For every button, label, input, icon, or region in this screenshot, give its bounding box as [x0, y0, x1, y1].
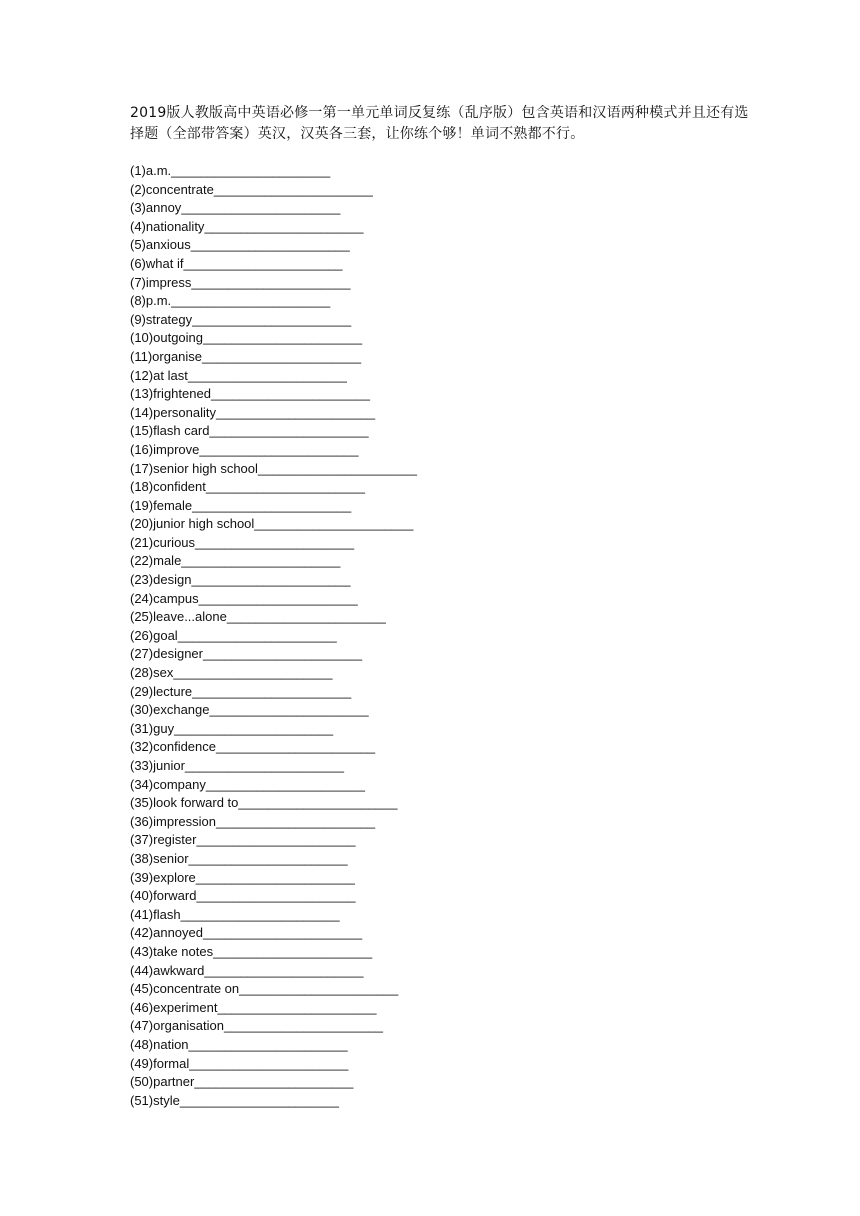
vocabulary-item	[130, 757, 417, 776]
answer-blank: ______________________	[198, 590, 358, 606]
vocabulary-item	[130, 1055, 417, 1074]
answer-blank: ______________________	[257, 460, 417, 476]
answer-blank: ______________________	[226, 609, 386, 625]
vocabulary-item	[130, 478, 417, 497]
vocabulary-item	[130, 1073, 417, 1092]
answer-blank: ______________________	[191, 572, 351, 588]
vocabulary-term: (34)company	[130, 776, 206, 792]
answer-blank: ______________________	[194, 1074, 354, 1090]
vocabulary-item	[130, 980, 417, 999]
answer-blank: ______________________	[179, 1092, 339, 1108]
vocabulary-item	[130, 906, 417, 925]
answer-blank: ______________________	[183, 255, 343, 271]
vocabulary-item	[130, 571, 417, 590]
answer-blank: ______________________	[203, 330, 363, 346]
vocabulary-item	[130, 422, 417, 441]
answer-blank: ______________________	[213, 181, 373, 197]
answer-blank: ______________________	[238, 795, 398, 811]
vocabulary-term: (1)a.m.	[130, 163, 172, 178]
vocabulary-item	[130, 1092, 417, 1111]
vocabulary-item	[130, 869, 417, 888]
vocabulary-item	[130, 776, 417, 795]
answer-blank: ______________________	[181, 553, 341, 569]
answer-blank: ______________________	[171, 293, 331, 309]
vocabulary-term: (42)annoyed	[130, 925, 203, 941]
vocabulary-item	[130, 460, 417, 479]
answer-blank: ______________________	[171, 163, 331, 178]
answer-blank: ______________________	[195, 534, 355, 550]
vocabulary-term: (26)goal	[130, 627, 178, 643]
answer-blank: ______________________	[177, 627, 337, 643]
vocabulary-term: (50)partner	[130, 1074, 195, 1090]
answer-blank: ______________________	[215, 813, 376, 829]
vocabulary-term: (31)guy	[130, 720, 175, 736]
vocabulary-term: (20)junior high school	[130, 516, 255, 532]
answer-blank: ______________________	[191, 274, 351, 290]
answer-blank: ______________________	[210, 386, 371, 402]
document-header: 2019版人教版高中英语必修一第一单元单词反复练（乱序版）包含英语和汉语两种模式并且还有选择题（全部带答案）英汉，汉英各三套，让你练个够！单词不熟都不行。	[130, 105, 749, 142]
vocabulary-item	[130, 274, 417, 293]
answer-blank: ______________________	[223, 1018, 384, 1034]
vocabulary-item	[130, 497, 417, 516]
vocabulary-term: (7)impress	[130, 274, 192, 290]
answer-blank: ______________________	[196, 832, 356, 848]
vocabulary-term: (28)sex	[130, 665, 174, 681]
vocabulary-term: (30)exchange	[130, 702, 210, 718]
answer-blank: ______________________	[209, 702, 369, 718]
answer-blank: ______________________	[254, 516, 414, 532]
vocabulary-item	[130, 404, 417, 423]
answer-blank: ______________________	[217, 999, 377, 1015]
vocabulary-term: (47)organisation	[130, 1018, 224, 1034]
answer-blank: ______________________	[216, 739, 376, 755]
answer-blank: ______________________	[173, 665, 333, 681]
answer-blank: ______________________	[192, 497, 352, 513]
vocabulary-item	[130, 720, 417, 739]
vocabulary-term: (46)experiment	[130, 999, 218, 1015]
vocabulary-term: (9)strategy	[130, 311, 193, 327]
vocabulary-item	[130, 218, 417, 237]
answer-blank: ______________________	[205, 479, 365, 495]
vocabulary-item	[130, 999, 417, 1018]
answer-blank: ______________________	[180, 906, 340, 922]
vocabulary-term: (19)female	[130, 497, 193, 513]
answer-blank: ______________________	[188, 1036, 348, 1052]
vocabulary-term: (10)outgoing	[130, 330, 203, 346]
vocabulary-item	[130, 850, 417, 869]
vocabulary-term: (45)concentrate on	[130, 981, 240, 997]
vocabulary-term: (33)junior	[130, 758, 185, 773]
vocabulary-term: (17)senior high school	[130, 460, 258, 476]
vocabulary-item	[130, 943, 417, 962]
vocabulary-item	[130, 515, 417, 534]
vocabulary-term: (40)forward	[130, 888, 197, 904]
answer-blank: ______________________	[195, 869, 355, 885]
vocabulary-list	[130, 162, 417, 1110]
vocabulary-item	[130, 255, 417, 274]
vocabulary-term: (39)explore	[130, 869, 196, 885]
answer-blank: ______________________	[204, 218, 364, 234]
vocabulary-item	[130, 367, 417, 386]
answer-blank: ______________________	[203, 925, 363, 941]
vocabulary-item	[130, 329, 417, 348]
answer-blank: ______________________	[196, 888, 356, 904]
vocabulary-term: (15)flash card	[130, 423, 210, 439]
vocabulary-item	[130, 162, 417, 181]
vocabulary-term: (16)improve	[130, 441, 200, 457]
vocabulary-item	[130, 292, 417, 311]
vocabulary-term: (25)leave...alone	[130, 609, 227, 625]
vocabulary-term: (43)take notes	[130, 943, 214, 959]
vocabulary-term: (11)organise	[130, 348, 203, 364]
vocabulary-item	[130, 608, 417, 627]
vocabulary-term: (12)at last	[130, 367, 188, 383]
answer-blank: ______________________	[192, 311, 352, 327]
answer-blank: ______________________	[199, 441, 359, 457]
answer-blank: ______________________	[205, 776, 365, 792]
vocabulary-term: (6)what if	[130, 255, 184, 271]
vocabulary-term: (8)p.m.	[130, 293, 172, 309]
vocabulary-item	[130, 311, 417, 330]
vocabulary-item	[130, 1036, 417, 1055]
vocabulary-term: (41)flash	[130, 906, 181, 922]
vocabulary-term: (23)design	[130, 572, 192, 588]
vocabulary-term: (2)concentrate	[130, 181, 214, 197]
vocabulary-item	[130, 645, 417, 664]
vocabulary-item	[130, 236, 417, 255]
vocabulary-item	[130, 1017, 417, 1036]
vocabulary-item	[130, 664, 417, 683]
answer-blank: ______________________	[189, 1055, 349, 1071]
vocabulary-term: (37)register	[130, 832, 197, 848]
answer-blank: ______________________	[239, 981, 399, 997]
vocabulary-term: (13)frightened	[130, 386, 211, 402]
vocabulary-item	[130, 348, 417, 367]
vocabulary-term: (48)nation	[130, 1036, 189, 1052]
vocabulary-item	[130, 887, 417, 906]
vocabulary-item	[130, 683, 417, 702]
vocabulary-item	[130, 924, 417, 943]
answer-blank: ______________________	[213, 943, 373, 959]
vocabulary-item	[130, 701, 417, 720]
vocabulary-item	[130, 590, 417, 609]
vocabulary-term: (3)annoy	[130, 200, 182, 216]
vocabulary-item	[130, 385, 417, 404]
vocabulary-term: (22)male	[130, 553, 182, 569]
vocabulary-term: (5)anxious	[130, 237, 191, 253]
vocabulary-term: (49)formal	[130, 1055, 190, 1071]
answer-blank: ______________________	[188, 850, 348, 866]
vocabulary-item	[130, 738, 417, 757]
vocabulary-term: (29)lecture	[130, 683, 193, 699]
vocabulary-item	[130, 441, 417, 460]
answer-blank: ______________________	[184, 758, 344, 773]
answer-blank: ______________________	[216, 404, 376, 420]
vocabulary-term: (18)confident	[130, 479, 206, 495]
vocabulary-term: (14)personality	[130, 404, 216, 420]
answer-blank: ______________________	[202, 348, 362, 364]
vocabulary-item	[130, 962, 417, 981]
vocabulary-item	[130, 199, 417, 218]
vocabulary-item	[130, 794, 417, 813]
answer-blank: ______________________	[209, 423, 369, 439]
answer-blank: ______________________	[181, 200, 341, 216]
vocabulary-item	[130, 552, 417, 571]
answer-blank: ______________________	[204, 962, 364, 978]
answer-blank: ______________________	[203, 646, 363, 662]
vocabulary-term: (4)nationality	[130, 218, 205, 234]
answer-blank: ______________________	[190, 237, 350, 253]
vocabulary-term: (38)senior	[130, 850, 189, 866]
vocabulary-term: (35)look forward to	[130, 795, 239, 811]
vocabulary-item	[130, 627, 417, 646]
vocabulary-item	[130, 534, 417, 553]
vocabulary-term: (32)confidence	[130, 739, 216, 755]
vocabulary-term: (51)style	[130, 1092, 180, 1108]
answer-blank: ______________________	[192, 683, 352, 699]
vocabulary-item	[130, 831, 417, 850]
vocabulary-term: (36)impression	[130, 813, 216, 829]
answer-blank: ______________________	[187, 367, 347, 383]
vocabulary-term: (27)designer	[130, 646, 203, 662]
vocabulary-term: (24)campus	[130, 590, 199, 606]
vocabulary-item	[130, 813, 417, 832]
vocabulary-term: (21)curious	[130, 534, 196, 550]
vocabulary-term: (44)awkward	[130, 962, 205, 978]
vocabulary-item	[130, 181, 417, 200]
answer-blank: ______________________	[174, 720, 334, 736]
